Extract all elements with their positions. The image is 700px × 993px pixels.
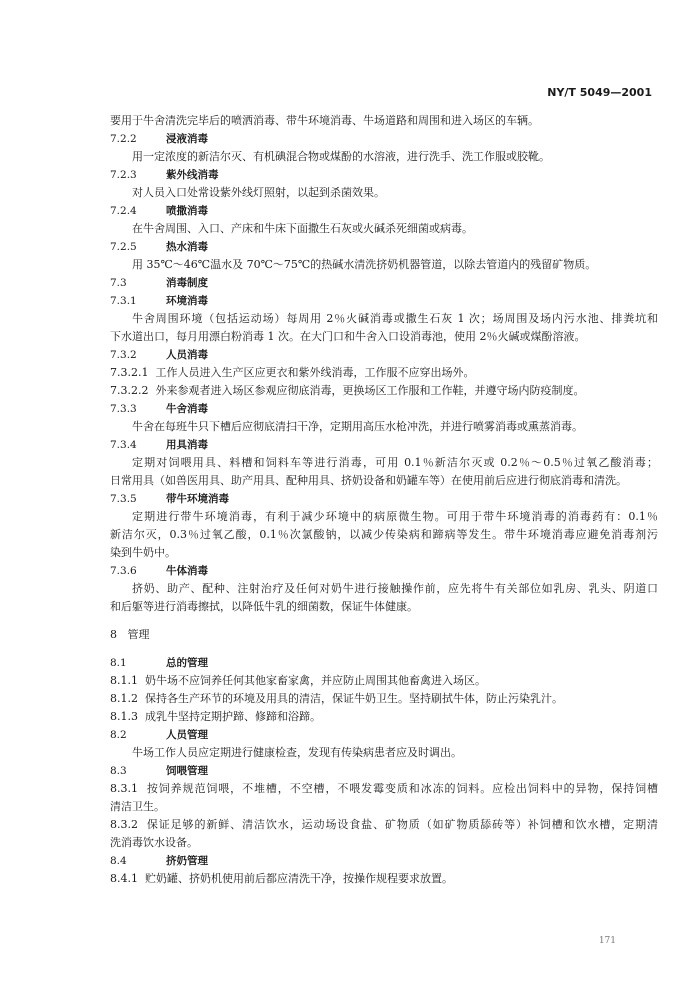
paragraph: 牛舍在每班牛只下槽后应彻底清扫干净，定期用高压水枪冲洗，并进行喷雾消毒或熏蒸消毒。 [132,420,583,433]
paragraph: 对人员入口处常设紫外线灯照射，以起到杀菌效果。 [132,186,385,199]
section-heading: 8.2 人员管理 [110,729,208,741]
paragraph: 新洁尔灭，0.3％过氧乙酸，0.1％次氯酸钠，以减少传染病和蹄病等发生。带牛环境消毒应避免消毒剂污 [110,528,658,541]
numbered-item: 8.1.3 成乳牛坚持定期护蹄、修蹄和浴蹄。 [110,710,321,723]
numbered-item: 8.3.1 按饲养规范饲喂，不堆槽，不空槽，不喂发霉变质和冰冻的饲料。应检出饲料中的异物，保持饲槽 [110,782,658,795]
paragraph: 洗消毒饮水设备。 [110,836,198,849]
paragraph: 在牛舍周围、入口、产床和牛床下面撒生石灰或火碱杀死细菌或病毒。 [132,222,473,235]
paragraph: 牛舍周围环境（包括运动场）每周用 2％火碱消毒或撒生石灰 1 次；场周围及场内污水池、排粪坑和 [132,312,658,325]
numbered-item: 8.1.2 保持各生产环节的环境及用具的清洁，保证牛奶卫生。坚持刷拭牛体，防止污染乳汁。 [110,692,563,705]
section-heading: 7.3.6 牛体消毒 [110,565,208,577]
paragraph: 定期进行带牛环境消毒，有利于减少环境中的病原微生物。可用于带牛环境消毒的消毒药有：0.1％ [132,510,658,523]
page-number: 171 [598,936,616,946]
paragraph: 用一定浓度的新洁尔灭、有机碘混合物或煤酚的水溶液，进行洗手、洗工作服或胶靴。 [132,150,550,163]
paragraph: 挤奶、助产、配种、注射治疗及任何对奶牛进行接触操作前，应先将牛有关部位如乳房、乳头、阴道口 [132,582,658,595]
section-heading: 8.1 总的管理 [110,657,208,669]
numbered-item: 7.3.2.1 工作人员进入生产区应更衣和紫外线消毒，工作服不应穿出场外。 [110,366,475,379]
section-heading: 7.2.4 喷撒消毒 [110,205,208,217]
section-heading: 7.3.2 人员消毒 [110,349,208,361]
document-body [110,112,658,888]
paragraph: 日常用具（如兽医用具、助产用具、配种用具、挤奶设备和奶罐车等）在使用前后应进行彻底消毒和清洗。 [110,474,627,487]
numbered-item: 8.1.1 奶牛场不应饲养任何其他家畜家禽，并应防止周围其他畜禽进入场区。 [110,674,486,687]
section-heading: 7.3 消毒制度 [110,277,208,289]
chapter-heading: 8 管理 [110,628,150,641]
section-heading: 7.3.5 带牛环境消毒 [110,493,229,505]
section-heading: 7.3.4 用具消毒 [110,439,208,451]
standard-code: NY/T 5049—2001 [547,86,652,99]
section-heading: 8.4 挤奶管理 [110,855,208,867]
section-heading: 7.2.2 浸液消毒 [110,133,208,145]
paragraph: 用 35℃～46℃温水及 70℃～75℃的热碱水清洗挤奶机器管道，以除去管道内的残留矿物质。 [132,258,597,271]
section-heading: 8.3 饲喂管理 [110,765,208,777]
paragraph: 染到牛奶中。 [110,546,176,559]
paragraph: 要用于牛舍清洗完毕后的喷洒消毒、带牛环境消毒、牛场道路和周围和进入场区的车辆。 [110,114,539,127]
numbered-item: 7.3.2.2 外来参观者进入场区参观应彻底消毒，更换场区工作服和工作鞋，并遵守场内防疫制度。 [110,384,585,397]
numbered-item: 8.4.1 贮奶罐、挤奶机使用前后都应清洗干净，按操作规程要求放置。 [110,872,453,885]
paragraph: 清洁卫生。 [110,800,165,813]
paragraph: 牛场工作人员应定期进行健康检查，发现有传染病患者应及时调出。 [132,746,462,759]
section-heading: 7.2.3 紫外线消毒 [110,169,219,181]
section-heading: 7.3.3 牛舍消毒 [110,403,208,415]
paragraph: 下水道出口，每月用漂白粉消毒 1 次。在大门口和牛舍入口设消毒池，使用 2％火碱或煤酚溶液。 [110,330,586,343]
section-heading: 7.3.1 环境消毒 [110,295,208,307]
paragraph: 和后躯等进行消毒擦拭，以降低牛乳的细菌数，保证牛体健康。 [110,600,418,613]
paragraph: 定期对饲喂用具、料槽和饲料车等进行消毒，可用 0.1％新洁尔灭或 0.2％～0.5％过氧乙酸消毒； [132,456,658,469]
numbered-item: 8.3.2 保证足够的新鲜、清洁饮水，运动场设食盐、矿物质（如矿物质舔砖等）补饲槽和饮水槽，定期清 [110,818,658,831]
section-heading: 7.2.5 热水消毒 [110,241,208,253]
